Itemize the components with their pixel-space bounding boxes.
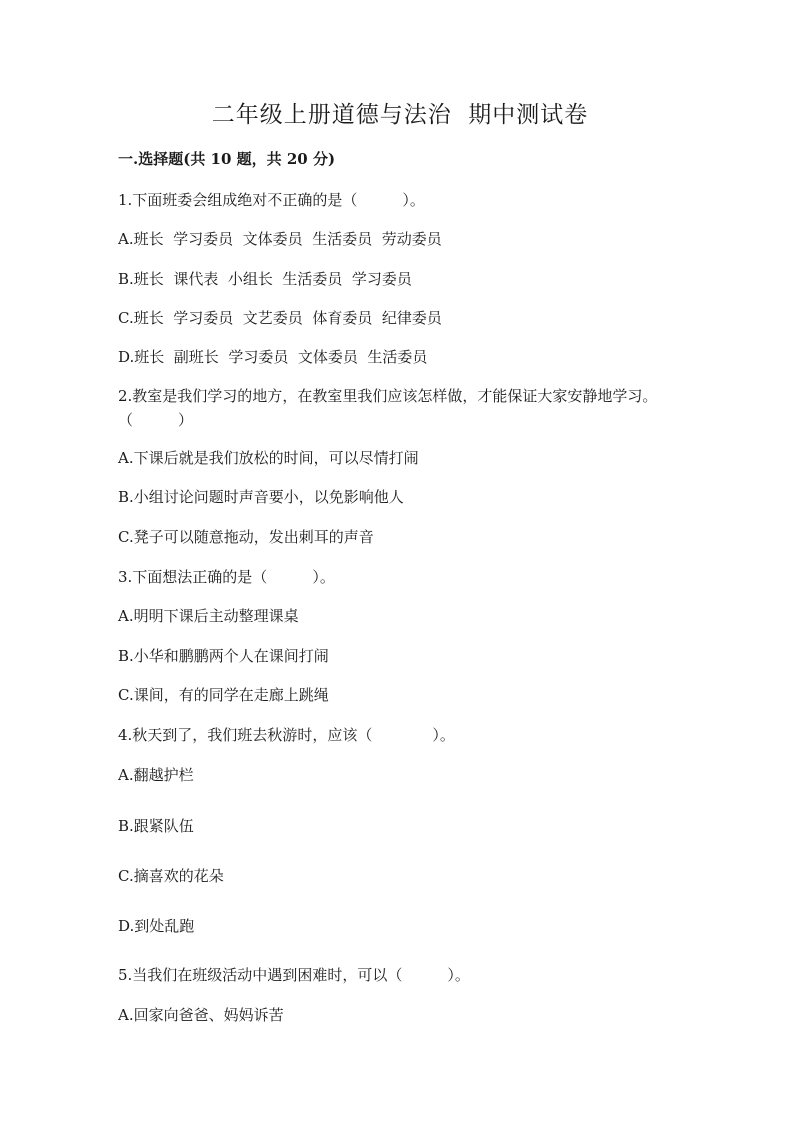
question-2-option-c: C.凳子可以随意拖动，发出刺耳的声音 (118, 528, 374, 546)
question-4-option-a: A.翻越护栏 (118, 766, 194, 784)
question-1-option-d: D.班长 副班长 学习委员 文体委员 生活委员 (118, 348, 428, 366)
question-1-option-a: A.班长 学习委员 文体委员 生活委员 劳动委员 (118, 230, 442, 248)
section-heading: 一.选择题(共 10 题，共 20 分) (118, 150, 336, 168)
page-title: 二年级上册道德与法治 期中测试卷 (211, 102, 589, 128)
question-2-stem: 2.教室是我们学习的地方，在教室里我们应该怎样做，才能保证大家安静地学习。（ ） (118, 387, 658, 429)
question-5-stem: 5.当我们在班级活动中遇到困难时，可以（ ）。 (118, 966, 470, 984)
question-3-option-b: B.小华和鹏鹏两个人在课间打闹 (118, 647, 329, 665)
question-4-option-d: D.到处乱跑 (118, 917, 195, 935)
question-2-option-b: B.小组讨论问题时声音要小，以免影响他人 (118, 488, 404, 506)
question-1-option-b: B.班长 课代表 小组长 生活委员 学习委员 (118, 270, 412, 288)
question-3-stem: 3.下面想法正确的是（ ）。 (118, 568, 335, 586)
question-3-option-a: A.明明下课后主动整理课桌 (118, 607, 299, 625)
question-3-option-c: C.课间，有的同学在走廊上跳绳 (118, 686, 329, 704)
question-2-option-a: A.下课后就是我们放松的时间，可以尽情打闹 (118, 449, 419, 467)
question-4-stem: 4.秋天到了，我们班去秋游时，应该（ ）。 (118, 726, 455, 744)
question-4-option-c: C.摘喜欢的花朵 (118, 867, 224, 885)
question-1-option-c: C.班长 学习委员 文艺委员 体育委员 纪律委员 (118, 309, 442, 327)
question-1-stem: 1.下面班委会组成绝对不正确的是（ ）。 (118, 191, 425, 209)
question-5-option-a: A.回家向爸爸、妈妈诉苦 (118, 1006, 284, 1024)
question-4-option-b: B.跟紧队伍 (118, 817, 194, 835)
